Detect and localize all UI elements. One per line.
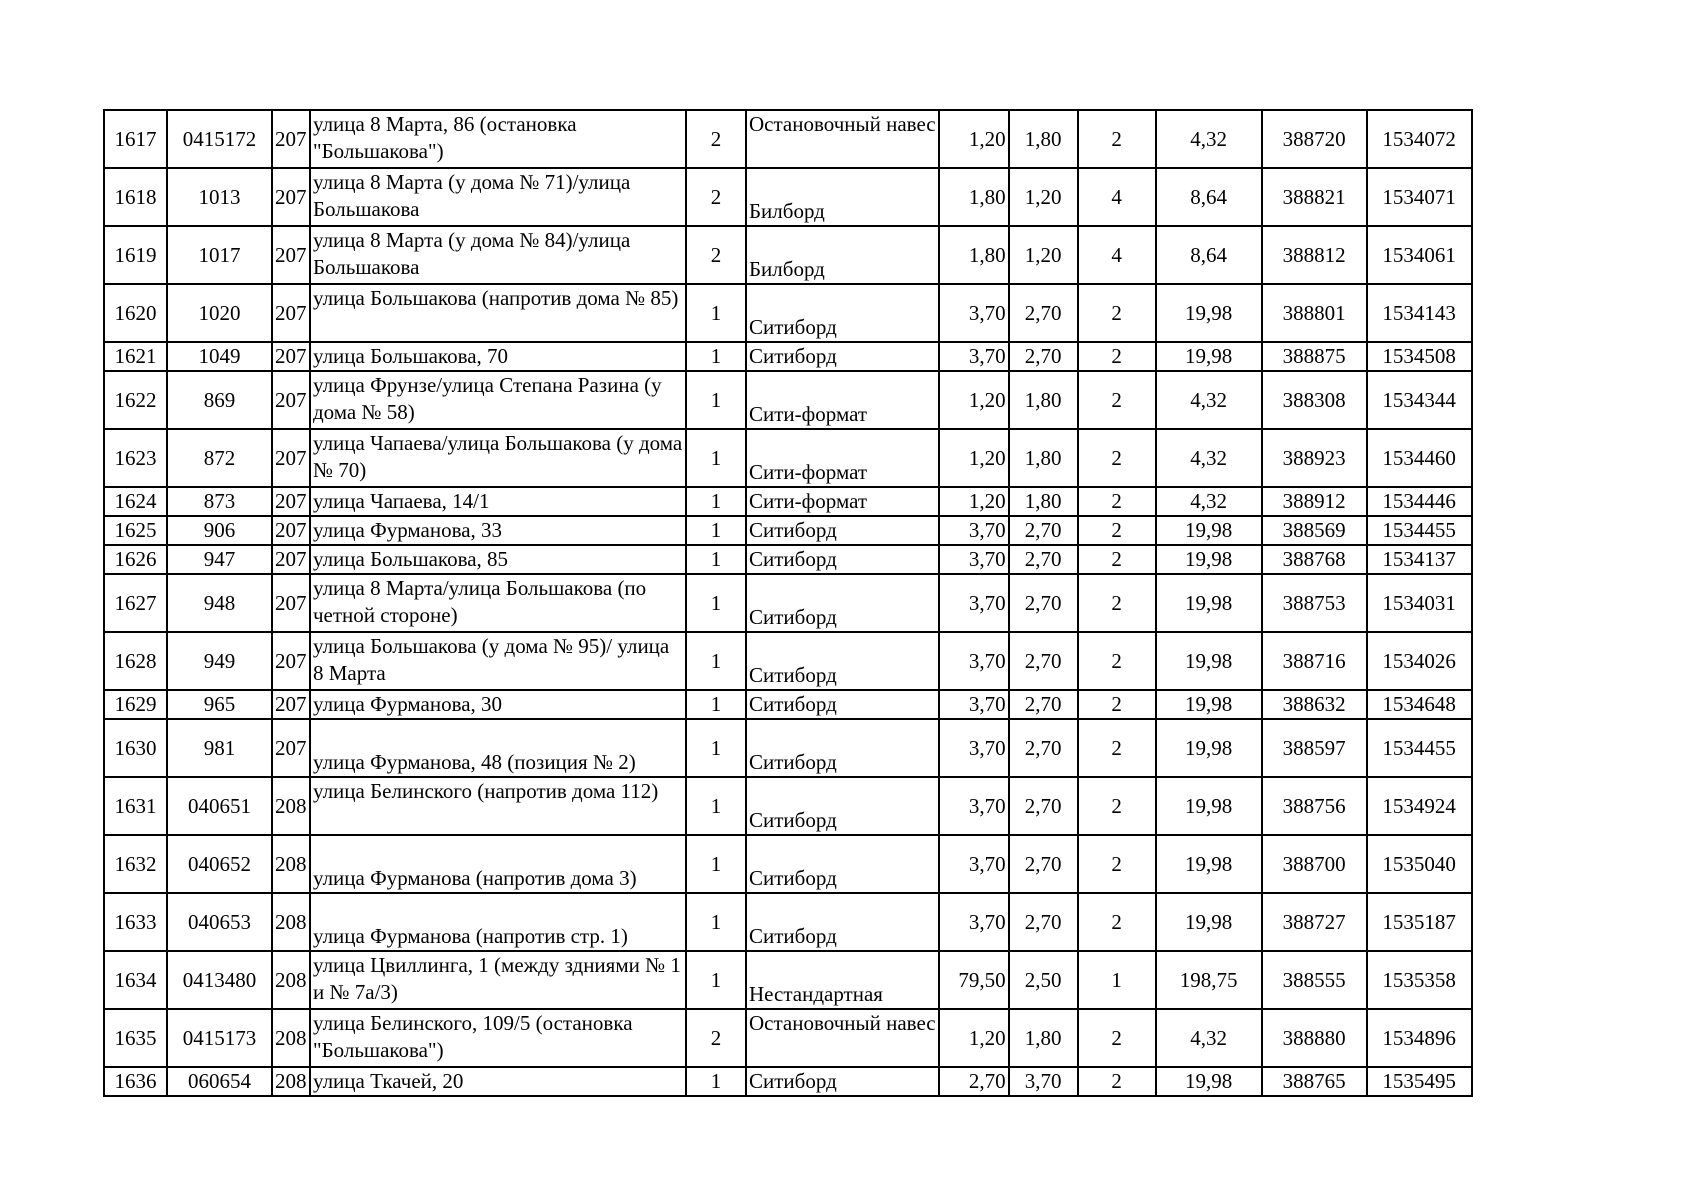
table-row — [104, 371, 1472, 429]
height-cell: 2,70 — [1009, 342, 1078, 371]
planes-count-cell: 2 — [1078, 487, 1156, 516]
zone-code-cell: 207 — [272, 690, 310, 719]
coord-y-cell: 1534061 — [1367, 226, 1472, 284]
advertising-structures-table — [103, 109, 1473, 1097]
structure-code-cell: 873 — [167, 487, 272, 516]
address-cell: улица Большакова, 85 — [310, 545, 686, 574]
sides-count-cell: 2 — [686, 226, 746, 284]
zone-code-cell: 207 — [272, 168, 310, 226]
planes-count-cell: 2 — [1078, 371, 1156, 429]
row-number-cell: 1631 — [104, 777, 167, 835]
zone-code-cell: 208 — [272, 1067, 310, 1096]
coord-x-cell: 388569 — [1262, 516, 1367, 545]
width-cell: 1,20 — [939, 371, 1009, 429]
structure-code-cell: 1017 — [167, 226, 272, 284]
structure-code-cell: 948 — [167, 574, 272, 632]
planes-count-cell: 2 — [1078, 690, 1156, 719]
width-cell: 3,70 — [939, 284, 1009, 342]
address-cell: улица Ткачей, 20 — [310, 1067, 686, 1096]
address-cell: улица Чапаева, 14/1 — [310, 487, 686, 516]
coord-x-cell: 388912 — [1262, 487, 1367, 516]
width-cell: 3,70 — [939, 777, 1009, 835]
table-row — [104, 545, 1472, 574]
zone-code-cell: 207 — [272, 487, 310, 516]
height-cell: 1,80 — [1009, 429, 1078, 487]
coord-y-cell: 1534896 — [1367, 1009, 1472, 1067]
structure-code-cell: 060654 — [167, 1067, 272, 1096]
address-cell: улица 8 Марта (у дома № 84)/улица Большакова — [310, 226, 686, 284]
structure-code-cell: 1013 — [167, 168, 272, 226]
address-cell: улица Большакова (у дома № 95)/ улица 8 Марта — [310, 632, 686, 690]
coord-y-cell: 1535187 — [1367, 893, 1472, 951]
height-cell: 2,70 — [1009, 893, 1078, 951]
height-cell: 2,70 — [1009, 719, 1078, 777]
structure-type-cell: Ситиборд — [746, 719, 939, 777]
structure-type-cell: Ситиборд — [746, 690, 939, 719]
planes-count-cell: 2 — [1078, 719, 1156, 777]
zone-code-cell: 207 — [272, 545, 310, 574]
row-number-cell: 1618 — [104, 168, 167, 226]
coord-y-cell: 1534924 — [1367, 777, 1472, 835]
width-cell: 3,70 — [939, 835, 1009, 893]
table-row — [104, 516, 1472, 545]
width-cell: 1,20 — [939, 487, 1009, 516]
zone-code-cell: 207 — [272, 632, 310, 690]
coord-x-cell: 388700 — [1262, 835, 1367, 893]
structure-type-cell: Нестандартная — [746, 951, 939, 1009]
area-cell: 19,98 — [1156, 719, 1262, 777]
structure-code-cell: 872 — [167, 429, 272, 487]
area-cell: 4,32 — [1156, 110, 1262, 168]
height-cell: 1,80 — [1009, 1009, 1078, 1067]
coord-x-cell: 388923 — [1262, 429, 1367, 487]
width-cell: 1,80 — [939, 226, 1009, 284]
planes-count-cell: 2 — [1078, 777, 1156, 835]
area-cell: 19,98 — [1156, 545, 1262, 574]
height-cell: 2,70 — [1009, 516, 1078, 545]
sides-count-cell: 1 — [686, 516, 746, 545]
row-number-cell: 1623 — [104, 429, 167, 487]
structure-type-cell: Ситиборд — [746, 545, 939, 574]
structure-code-cell: 869 — [167, 371, 272, 429]
area-cell: 19,98 — [1156, 342, 1262, 371]
zone-code-cell: 208 — [272, 835, 310, 893]
structure-type-cell: Ситиборд — [746, 632, 939, 690]
structure-type-cell: Ситиборд — [746, 893, 939, 951]
sides-count-cell: 1 — [686, 1067, 746, 1096]
table-row — [104, 632, 1472, 690]
coord-y-cell: 1534455 — [1367, 516, 1472, 545]
address-cell: улица 8 Марта (у дома № 71)/улица Большакова — [310, 168, 686, 226]
sides-count-cell: 1 — [686, 632, 746, 690]
planes-count-cell: 2 — [1078, 516, 1156, 545]
sides-count-cell: 1 — [686, 429, 746, 487]
zone-code-cell: 207 — [272, 342, 310, 371]
zone-code-cell: 207 — [272, 371, 310, 429]
width-cell: 3,70 — [939, 632, 1009, 690]
height-cell: 3,70 — [1009, 1067, 1078, 1096]
structure-type-cell: Ситиборд — [746, 1067, 939, 1096]
zone-code-cell: 207 — [272, 110, 310, 168]
structure-code-cell: 0413480 — [167, 951, 272, 1009]
width-cell: 3,70 — [939, 690, 1009, 719]
coord-x-cell: 388880 — [1262, 1009, 1367, 1067]
sides-count-cell: 1 — [686, 893, 746, 951]
coord-y-cell: 1535040 — [1367, 835, 1472, 893]
planes-count-cell: 2 — [1078, 110, 1156, 168]
height-cell: 2,70 — [1009, 777, 1078, 835]
height-cell: 2,70 — [1009, 574, 1078, 632]
address-cell: улица Большакова, 70 — [310, 342, 686, 371]
zone-code-cell: 208 — [272, 1009, 310, 1067]
coord-x-cell: 388753 — [1262, 574, 1367, 632]
sides-count-cell: 1 — [686, 574, 746, 632]
structure-code-cell: 947 — [167, 545, 272, 574]
zone-code-cell: 207 — [272, 574, 310, 632]
structure-type-cell: Остановочный навес — [746, 110, 939, 168]
address-cell: улица Фурманова (напротив стр. 1) — [310, 893, 686, 951]
planes-count-cell: 1 — [1078, 951, 1156, 1009]
structure-type-cell: Сити-формат — [746, 429, 939, 487]
width-cell: 1,20 — [939, 110, 1009, 168]
coord-x-cell: 388727 — [1262, 893, 1367, 951]
zone-code-cell: 208 — [272, 777, 310, 835]
width-cell: 2,70 — [939, 1067, 1009, 1096]
coord-x-cell: 388720 — [1262, 110, 1367, 168]
area-cell: 19,98 — [1156, 1067, 1262, 1096]
area-cell: 8,64 — [1156, 226, 1262, 284]
planes-count-cell: 2 — [1078, 893, 1156, 951]
structure-code-cell: 981 — [167, 719, 272, 777]
area-cell: 19,98 — [1156, 690, 1262, 719]
area-cell: 19,98 — [1156, 516, 1262, 545]
planes-count-cell: 2 — [1078, 632, 1156, 690]
coord-y-cell: 1534648 — [1367, 690, 1472, 719]
structure-type-cell: Ситиборд — [746, 574, 939, 632]
table-row — [104, 487, 1472, 516]
sides-count-cell: 1 — [686, 487, 746, 516]
row-number-cell: 1635 — [104, 1009, 167, 1067]
coord-y-cell: 1534143 — [1367, 284, 1472, 342]
coord-y-cell: 1534026 — [1367, 632, 1472, 690]
table-row — [104, 690, 1472, 719]
address-cell: улица Фурманова (напротив дома 3) — [310, 835, 686, 893]
row-number-cell: 1628 — [104, 632, 167, 690]
row-number-cell: 1629 — [104, 690, 167, 719]
height-cell: 2,70 — [1009, 690, 1078, 719]
coord-x-cell: 388768 — [1262, 545, 1367, 574]
width-cell: 3,70 — [939, 719, 1009, 777]
table-row — [104, 777, 1472, 835]
table-row — [104, 342, 1472, 371]
zone-code-cell: 208 — [272, 893, 310, 951]
structure-type-cell: Ситиборд — [746, 284, 939, 342]
structure-type-cell: Ситиборд — [746, 342, 939, 371]
coord-y-cell: 1534455 — [1367, 719, 1472, 777]
table-row — [104, 110, 1472, 168]
row-number-cell: 1634 — [104, 951, 167, 1009]
table-row — [104, 168, 1472, 226]
planes-count-cell: 2 — [1078, 284, 1156, 342]
zone-code-cell: 207 — [272, 284, 310, 342]
area-cell: 4,32 — [1156, 487, 1262, 516]
planes-count-cell: 2 — [1078, 574, 1156, 632]
row-number-cell: 1636 — [104, 1067, 167, 1096]
address-cell: улица Фурманова, 33 — [310, 516, 686, 545]
sides-count-cell: 2 — [686, 168, 746, 226]
table-row — [104, 1067, 1472, 1096]
area-cell: 19,98 — [1156, 835, 1262, 893]
width-cell: 3,70 — [939, 574, 1009, 632]
structure-code-cell: 906 — [167, 516, 272, 545]
planes-count-cell: 2 — [1078, 835, 1156, 893]
coord-x-cell: 388812 — [1262, 226, 1367, 284]
height-cell: 1,20 — [1009, 226, 1078, 284]
width-cell: 1,20 — [939, 429, 1009, 487]
address-cell: улица Чапаева/улица Большакова (у дома № 70) — [310, 429, 686, 487]
structure-code-cell: 0415172 — [167, 110, 272, 168]
sides-count-cell: 1 — [686, 371, 746, 429]
coord-x-cell: 388555 — [1262, 951, 1367, 1009]
area-cell: 8,64 — [1156, 168, 1262, 226]
zone-code-cell: 208 — [272, 951, 310, 1009]
row-number-cell: 1617 — [104, 110, 167, 168]
width-cell: 3,70 — [939, 893, 1009, 951]
planes-count-cell: 2 — [1078, 1067, 1156, 1096]
sides-count-cell: 1 — [686, 777, 746, 835]
width-cell: 79,50 — [939, 951, 1009, 1009]
coord-x-cell: 388765 — [1262, 1067, 1367, 1096]
height-cell: 2,50 — [1009, 951, 1078, 1009]
table-row — [104, 951, 1472, 1009]
zone-code-cell: 207 — [272, 516, 310, 545]
height-cell: 2,70 — [1009, 632, 1078, 690]
sides-count-cell: 2 — [686, 110, 746, 168]
sides-count-cell: 1 — [686, 719, 746, 777]
row-number-cell: 1627 — [104, 574, 167, 632]
table-body — [104, 110, 1472, 1096]
planes-count-cell: 2 — [1078, 429, 1156, 487]
height-cell: 2,70 — [1009, 545, 1078, 574]
structure-code-cell: 040651 — [167, 777, 272, 835]
structure-code-cell: 040653 — [167, 893, 272, 951]
coord-y-cell: 1535358 — [1367, 951, 1472, 1009]
planes-count-cell: 4 — [1078, 226, 1156, 284]
planes-count-cell: 2 — [1078, 1009, 1156, 1067]
structure-code-cell: 040652 — [167, 835, 272, 893]
structure-type-cell: Ситиборд — [746, 835, 939, 893]
structure-code-cell: 1049 — [167, 342, 272, 371]
height-cell: 1,80 — [1009, 110, 1078, 168]
width-cell: 3,70 — [939, 545, 1009, 574]
sides-count-cell: 1 — [686, 342, 746, 371]
address-cell: улица Белинского (напротив дома 112) — [310, 777, 686, 835]
zone-code-cell: 207 — [272, 719, 310, 777]
structure-type-cell: Сити-формат — [746, 371, 939, 429]
coord-y-cell: 1534071 — [1367, 168, 1472, 226]
row-number-cell: 1626 — [104, 545, 167, 574]
width-cell: 3,70 — [939, 342, 1009, 371]
width-cell: 1,80 — [939, 168, 1009, 226]
area-cell: 4,32 — [1156, 371, 1262, 429]
coord-x-cell: 388716 — [1262, 632, 1367, 690]
coord-x-cell: 388821 — [1262, 168, 1367, 226]
area-cell: 19,98 — [1156, 893, 1262, 951]
height-cell: 1,80 — [1009, 487, 1078, 516]
coord-y-cell: 1534460 — [1367, 429, 1472, 487]
table-row — [104, 719, 1472, 777]
coord-x-cell: 388756 — [1262, 777, 1367, 835]
sides-count-cell: 1 — [686, 951, 746, 1009]
sides-count-cell: 1 — [686, 690, 746, 719]
planes-count-cell: 2 — [1078, 342, 1156, 371]
structure-type-cell: Сити-формат — [746, 487, 939, 516]
table-row — [104, 226, 1472, 284]
structure-type-cell: Ситиборд — [746, 516, 939, 545]
sides-count-cell: 1 — [686, 545, 746, 574]
planes-count-cell: 2 — [1078, 545, 1156, 574]
area-cell: 19,98 — [1156, 632, 1262, 690]
structure-type-cell: Остановочный навес — [746, 1009, 939, 1067]
address-cell: улица Цвиллинга, 1 (между здниями № 1 и № 7а/3) — [310, 951, 686, 1009]
sides-count-cell: 1 — [686, 284, 746, 342]
structure-code-cell: 949 — [167, 632, 272, 690]
zone-code-cell: 207 — [272, 429, 310, 487]
structure-code-cell: 0415173 — [167, 1009, 272, 1067]
height-cell: 2,70 — [1009, 835, 1078, 893]
structure-code-cell: 965 — [167, 690, 272, 719]
address-cell: улица 8 Марта, 86 (остановка "Большакова") — [310, 110, 686, 168]
row-number-cell: 1621 — [104, 342, 167, 371]
coord-y-cell: 1534137 — [1367, 545, 1472, 574]
area-cell: 19,98 — [1156, 777, 1262, 835]
coord-x-cell: 388875 — [1262, 342, 1367, 371]
area-cell: 198,75 — [1156, 951, 1262, 1009]
coord-y-cell: 1534446 — [1367, 487, 1472, 516]
row-number-cell: 1630 — [104, 719, 167, 777]
coord-y-cell: 1534508 — [1367, 342, 1472, 371]
address-cell: улица Белинского, 109/5 (остановка "Большакова") — [310, 1009, 686, 1067]
row-number-cell: 1622 — [104, 371, 167, 429]
coord-x-cell: 388801 — [1262, 284, 1367, 342]
row-number-cell: 1624 — [104, 487, 167, 516]
row-number-cell: 1633 — [104, 893, 167, 951]
structure-type-cell: Билборд — [746, 168, 939, 226]
coord-x-cell: 388597 — [1262, 719, 1367, 777]
area-cell: 19,98 — [1156, 574, 1262, 632]
table-row — [104, 893, 1472, 951]
area-cell: 4,32 — [1156, 429, 1262, 487]
address-cell: улица Большакова (напротив дома № 85) — [310, 284, 686, 342]
planes-count-cell: 4 — [1078, 168, 1156, 226]
coord-y-cell: 1535495 — [1367, 1067, 1472, 1096]
table-row — [104, 284, 1472, 342]
table-row — [104, 429, 1472, 487]
structure-type-cell: Ситиборд — [746, 777, 939, 835]
sides-count-cell: 1 — [686, 835, 746, 893]
structure-type-cell: Билборд — [746, 226, 939, 284]
width-cell: 3,70 — [939, 516, 1009, 545]
table-row — [104, 1009, 1472, 1067]
address-cell: улица 8 Марта/улица Большакова (по четной стороне) — [310, 574, 686, 632]
sides-count-cell: 2 — [686, 1009, 746, 1067]
address-cell: улица Фурманова, 30 — [310, 690, 686, 719]
height-cell: 2,70 — [1009, 284, 1078, 342]
coord-x-cell: 388632 — [1262, 690, 1367, 719]
structure-code-cell: 1020 — [167, 284, 272, 342]
address-cell: улица Фрунзе/улица Степана Разина (у дома № 58) — [310, 371, 686, 429]
zone-code-cell: 207 — [272, 226, 310, 284]
width-cell: 1,20 — [939, 1009, 1009, 1067]
coord-y-cell: 1534072 — [1367, 110, 1472, 168]
row-number-cell: 1619 — [104, 226, 167, 284]
row-number-cell: 1625 — [104, 516, 167, 545]
address-cell: улица Фурманова, 48 (позиция № 2) — [310, 719, 686, 777]
coord-y-cell: 1534031 — [1367, 574, 1472, 632]
area-cell: 19,98 — [1156, 284, 1262, 342]
coord-x-cell: 388308 — [1262, 371, 1367, 429]
table-row — [104, 835, 1472, 893]
row-number-cell: 1620 — [104, 284, 167, 342]
height-cell: 1,20 — [1009, 168, 1078, 226]
coord-y-cell: 1534344 — [1367, 371, 1472, 429]
table-row — [104, 574, 1472, 632]
row-number-cell: 1632 — [104, 835, 167, 893]
area-cell: 4,32 — [1156, 1009, 1262, 1067]
height-cell: 1,80 — [1009, 371, 1078, 429]
